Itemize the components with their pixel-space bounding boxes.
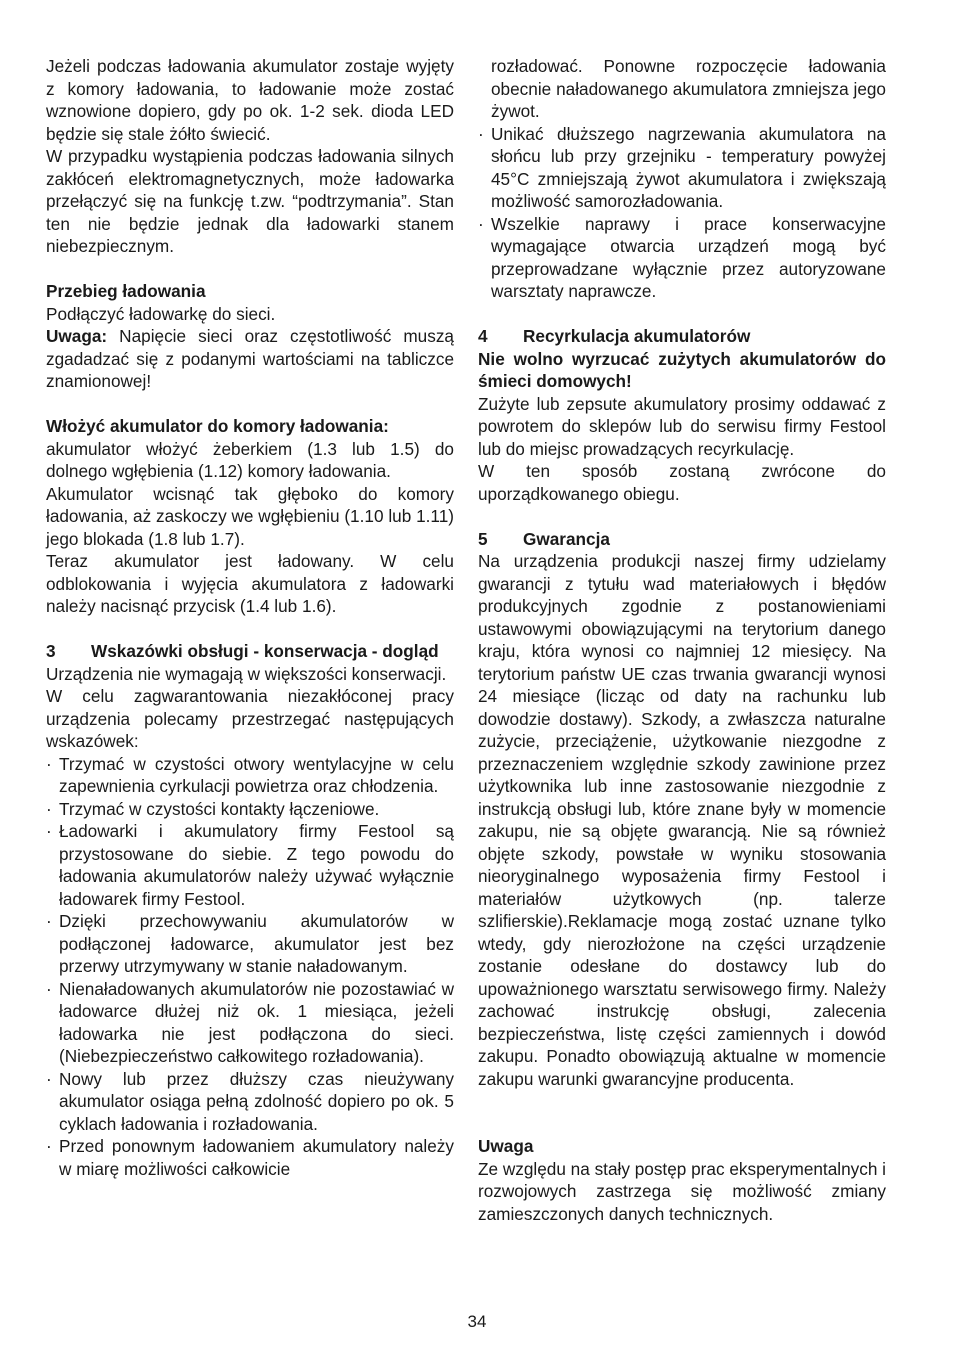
list-item: · Ładowarki i akumulatory firmy Festool są przystosowane do siebie. Z tego powodu do ładowania akumulatorów należy używać wyłącznie ładowarek firmy Festool. [46, 820, 454, 910]
paragraph: Akumulator wcisnąć tak głęboko do komory ładowania, aż zaskoczy we wgłębieniu (1.10 lub 1.11) jego blokada (1.8 lub 1.7). [46, 483, 454, 549]
right-column [478, 55, 886, 1225]
paragraph: Zużyte lub zepsute akumulatory prosimy oddawać z powrotem do sklepów lub do serwisu firmy Festool lub do miejsc prowadzących recyrkulację. [478, 393, 886, 459]
chapter-number: 3 [46, 641, 56, 661]
bullet-list [478, 123, 886, 303]
list-item: · Przed ponownym ładowaniem akumulatory należy w miarę możliwości całkowicie [46, 1135, 454, 1180]
section-heading: Włożyć akumulator do komory ładowania: [46, 416, 389, 436]
section-heading: Przebieg ładowania [46, 281, 206, 301]
list-item: · Nienaładowanych akumulatorów nie pozostawiać w ładowarce dłużej niż ok. 1 miesiąca, jeżeli ładowarka nie jest podłączona do sieci. (Niebezpieczeństwo całkowitego rozładowania). [46, 978, 454, 1068]
bullet-list [46, 753, 454, 1181]
chapter-title: Recyrkulacja akumulatorów [523, 326, 751, 346]
chapter-title: Wskazówki obsługi - konserwacja - dogląd [91, 641, 439, 661]
paragraph: Ze względu na stały postęp prac eksperymentalnych i rozwojowych zastrzega się możliwość zmiany zamieszczonych danych technicznych. [478, 1158, 886, 1224]
paragraph: Na urządzenia produkcji naszej firmy udzielamy gwarancji z tytułu wad materiałowych i błędów produkcyjnych zgodnie z postanowieniami ustawowymi obowiązującymi na terytorium danego kraju, która wynosi co najmniej 12 miesięcy. Na terytorium państw UE czas trwania gwarancji wynosi 24 miesiące (licząc od daty na rachunku lub dowodzie dostawy). Szkody, a zwłaszcza naturalne zużycie, przeciążenie, użytkowanie niezgodne z przeznaczeniem względnie szkody zawinione przez użytkownika lub inne zastosowanie niezgodnie z instrukcją obsługi lub, które znane były w momencie zakupu, nie są objęte gwarancją. Nie są również objęte szkody, powstałe w wyniku stosowania nieoryginalnego wyposażenia firmy Festool i materiałów użytkowych (np. talerze szlifierskie).Reklamacje mogą zostać uznane tylko wtedy, gdy nierozłożone na części urządzenie zostanie odesłane do dostawcy lub do upoważnionego warsztatu serwisowego firmy. Należy zachować instrukcję obsługi, zalecenia bezpieczeństwa, listę części zamiennych i dowód zakupu. Ponadto obowiązują aktualne w momencie zakupu warunki gwarancyjne producenta. [478, 551, 886, 1089]
paragraph: W przypadku wystąpienia podczas ładowania silnych zakłóceń elektromagnetycznych, może ładowarka przełączyć się na funkcję t.zw. “podtrzymania”. Stan ten nie będzie jednak dla ładowarki stanem niebezpiecznym. [46, 146, 454, 256]
list-item: · Wszelkie naprawy i prace konserwacyjne wymagające otwarcia urządzeń mogą być przeprowadzane wyłącznie przez autoryzowane warsztaty naprawcze. [478, 213, 886, 303]
paragraph: Jeżeli podczas ładowania akumulator zostaje wyjęty z komory ładowania, to ładowanie może zostać wznowione dopiero, gdy po ok. 1-2 sek. dioda LED będzie się stale żółto świecić. [46, 56, 454, 144]
chapter-number: 5 [478, 528, 488, 549]
paragraph: Podłączyć ładowarkę do sieci. [46, 303, 276, 324]
chapter-heading-3 [46, 640, 454, 663]
list-item: · Nowy lub przez dłuższy czas nieużywany akumulator osiąga pełną zdolność dopiero po ok. 5 cyklach ładowania i rozładowania. [46, 1068, 454, 1136]
paragraph: Teraz akumulator jest ładowany. W celu odblokowania i wyjęcia akumulatora z ładowarki należy nacisnąć przycisk (1.4 lub 1.6). [46, 551, 454, 616]
paragraph: rozładować. Ponowne rozpoczęcie ładowania obecnie naładowanego akumulatora zmniejsza jego żywot. [491, 56, 886, 121]
warning-text: Nie wolno wyrzucać zużytych akumulatorów do śmieci domowych! [478, 348, 886, 391]
chapter-title: Gwarancja [523, 528, 610, 549]
paragraph: W ten sposób zostaną zwrócone do uporządkowanego obiegu. [478, 461, 886, 504]
note-paragraph [46, 325, 454, 393]
list-item: · Unikać dłuższego nagrzewania akumulatora na słońcu lub przy grzejniku - temperatury powyżej 45°C zmniejszają żywot akumulatora i zwiększają możliwość samorozładowania. [478, 123, 886, 213]
chapter-heading-4 [478, 325, 886, 348]
section-heading: Uwaga [478, 1136, 534, 1156]
chapter-number: 4 [478, 326, 488, 346]
paragraph: W celu zagwarantowania niezakłóconej pracy urządzenia polecamy przestrzegać następujących wskazówek: [46, 686, 454, 751]
note-text: Napięcie sieci oraz częstotliwość muszą zgadadzać się z podanymi wartościami na tabliczce znamionowej! [46, 326, 454, 391]
left-column [46, 55, 454, 1180]
page-number: 34 [467, 1312, 487, 1331]
note-label: Uwaga: [46, 326, 108, 346]
chapter-heading-5 [478, 528, 886, 551]
list-item: · Trzymać w czystości kontakty łączeniowe. [46, 798, 454, 821]
list-item: · Trzymać w czystości otwory wentylacyjne w celu zapewnienia cyrkulacji powietrza oraz chłodzenia. [46, 753, 454, 798]
list-item: · Dzięki przechowywaniu akumulatorów w podłączonej ładowarce, akumulator jest bez przerwy utrzymywany w stanie naładowanym. [46, 910, 454, 978]
paragraph: Urządzenia nie wymagają w większości konserwacji. [46, 663, 447, 684]
paragraph: akumulator włożyć żeberkiem (1.3 lub 1.5) do dolnego wgłębienia (1.12) komory ładowania. [46, 438, 454, 481]
